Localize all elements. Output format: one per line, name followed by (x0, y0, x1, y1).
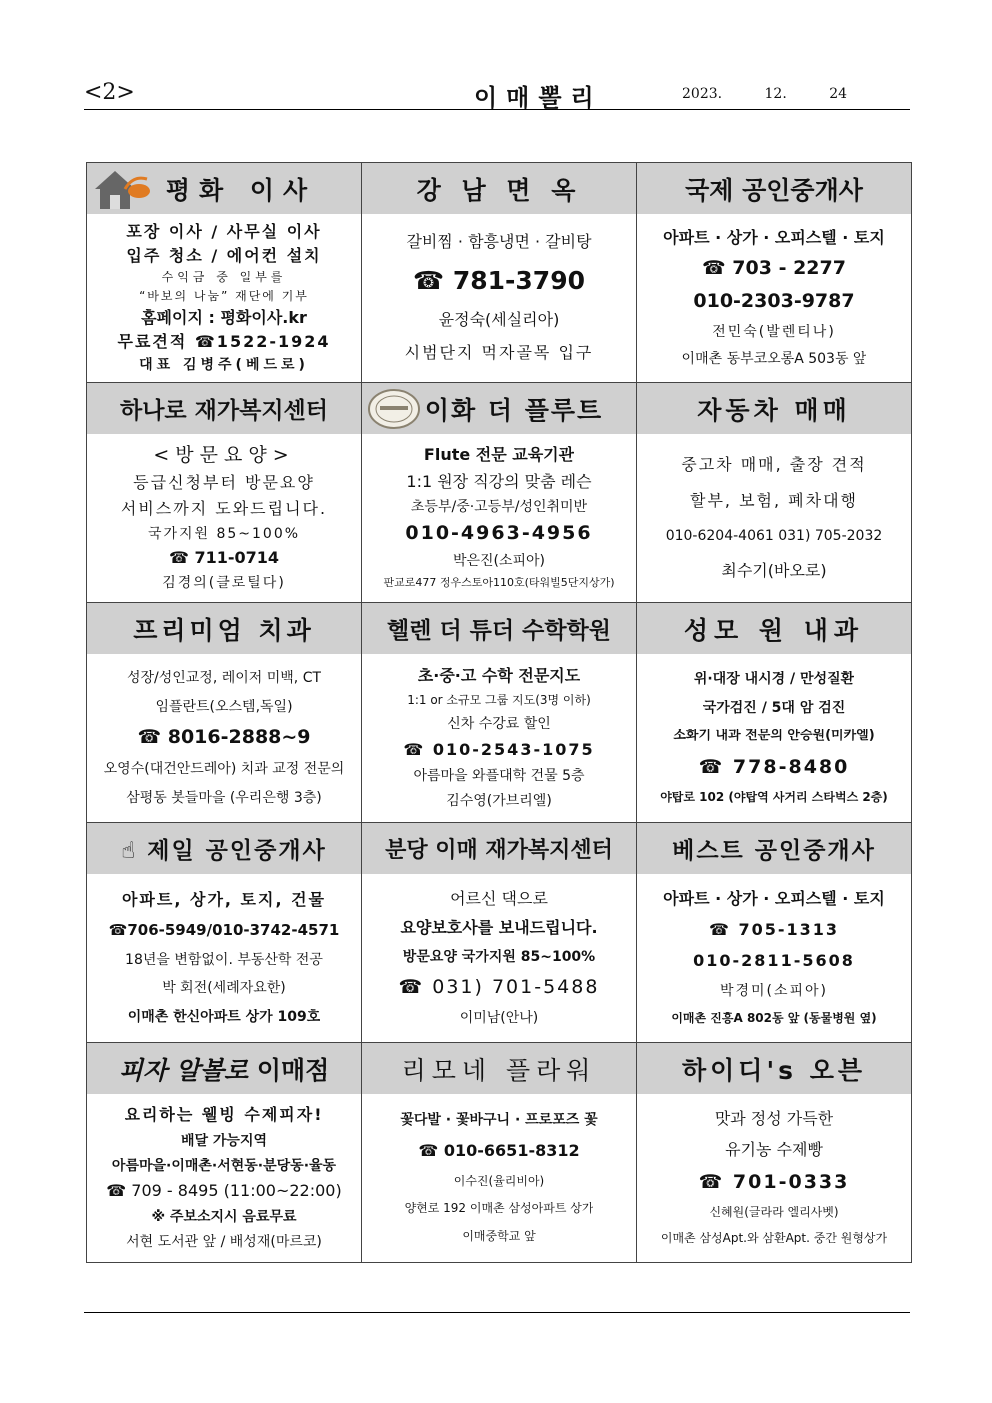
newsletter-title: 이매뽈리 (474, 84, 603, 112)
ad-name: 베스트 공인중개사 (637, 823, 911, 874)
ad-name: 이화 더 플루트 (424, 395, 604, 425)
ad-line: 맛과 정성 가득한 (714, 1110, 834, 1129)
ad-premium-dental (87, 603, 362, 823)
ad-phone: ☎706-5949/010-3742-4571 (108, 921, 340, 939)
flute-logo-icon (366, 387, 422, 431)
ad-peace-moving (87, 163, 362, 383)
ad-seongmo-clinic (637, 603, 912, 823)
ad-jeil-realty (87, 823, 362, 1043)
ad-phone: 무료견적 ☎1522-1924 (117, 332, 331, 351)
page-header (84, 80, 910, 112)
ad-line: 전민숙(발렌티나) (712, 323, 836, 340)
ad-line: 윤정숙(세실리아) (438, 310, 560, 329)
ad-phone: ☎ 010-2543-1075 (403, 741, 595, 760)
ad-line: 꽃다발 · 꽃바구니 · 프로포즈 꽃 (400, 1112, 598, 1129)
ad-phone: 010-2303-9787 (693, 291, 855, 313)
ad-name: 분당 이매 재가복지센터 (362, 823, 636, 874)
ad-line: 18년을 변함없이. 부동산학 전공 (125, 951, 323, 968)
ad-line: 신차 수강료 할인 (447, 716, 551, 733)
ad-name: 국제 공인중개사 (637, 163, 911, 214)
ad-phone: 010-2811-5608 (693, 952, 855, 971)
ad-line: 아파트 · 상가 · 오피스텔 · 토지 (663, 228, 885, 247)
ad-line: 아파트, 상가, 토지, 건물 (121, 890, 327, 909)
ad-line: 오영수(대건안드레아) 치과 교정 전문의 (103, 761, 345, 778)
ad-line: 임플란트(오스템,독일) (155, 698, 293, 715)
ad-line: 이매촌 진흥A 802동 앞 (동물병원 옆) (671, 1011, 877, 1025)
ad-gukje-realty (637, 163, 912, 383)
house-logo-icon (91, 167, 153, 211)
ad-line: 판교로477 정우스토아110호(타워빌5단지상가) (383, 577, 615, 590)
ad-helen-math (362, 603, 637, 823)
ad-limone-flower (362, 1043, 637, 1263)
ad-phone: 010-6204-4061 031) 705-2032 (665, 527, 883, 544)
ad-gangnam-myeonok (362, 163, 637, 383)
ad-line: “바보의 나눔” 재단에 기부 (139, 289, 309, 303)
ad-line: 소화기 내과 전문의 안승원(미카엘) (673, 728, 875, 743)
ad-line: 박은진(소피아) (452, 553, 546, 570)
ad-line: 국가지원 85~100% (147, 525, 301, 542)
ad-phone: ☎ 031) 701-5488 (398, 977, 600, 998)
ad-phone: ☎ 709 - 8495 (11:00~22:00) (106, 1182, 342, 1201)
ad-name: 평화 이사 (165, 175, 317, 205)
ad-phone: ☎ 703 - 2277 (702, 258, 846, 280)
ad-line: 서비스까지 도와드립니다. (120, 499, 328, 518)
footer-rule (84, 1312, 910, 1313)
page-number: <2> (84, 80, 135, 105)
ad-ewha-flute (362, 383, 637, 603)
ad-line: 등급신청부터 방문요양 (133, 474, 315, 493)
ad-line: 김수영(가브리엘) (446, 793, 552, 810)
ad-line: 요리하는 웰빙 수제피자! (124, 1106, 324, 1125)
ad-bundang-care (362, 823, 637, 1043)
ad-line: 국가검진 / 5대 암 검진 (702, 699, 846, 716)
ad-line: 할부, 보험, 폐차대행 (690, 491, 858, 510)
ad-line: 이매촌 한신아파트 상가 109호 (127, 1009, 321, 1026)
ad-name: 성모 원 내과 (637, 603, 911, 654)
ad-car-sales (637, 383, 912, 603)
ad-name: 하이디's 오븐 (637, 1043, 911, 1094)
ad-line: 유기농 수제빵 (725, 1140, 823, 1159)
ad-best-realty (637, 823, 912, 1043)
ad-phone: ☎ 701-0333 (698, 1171, 850, 1193)
ad-name: 리모네 플라워 (362, 1043, 636, 1094)
ad-name-suffix: 이매점 (248, 1055, 330, 1085)
ad-line: 포장 이사 / 사무실 이사 (126, 223, 322, 242)
ad-grid (86, 162, 912, 1263)
ad-line: 갈비찜 · 함흥냉면 · 갈비탕 (406, 233, 592, 252)
ad-line: 초등부/중·고등부/성인취미반 (410, 499, 588, 516)
ad-line: 박경미(소피아) (719, 983, 829, 1000)
ad-line: 아름마을 와플대학 건물 5층 (413, 768, 585, 785)
ad-name: ☝ 제일 공인중개사 (87, 823, 361, 874)
ad-line: 이미남(안나) (459, 1010, 539, 1027)
ad-line: 아름마을·이매촌·서현동·분당동·율동 (111, 1157, 337, 1174)
ad-line: 야탑로 102 (야탑역 사거리 스타벅스 2층) (660, 791, 888, 805)
ad-line: 위·대장 내시경 / 만성질환 (693, 670, 855, 687)
ad-phone: 010-4963-4956 (405, 523, 593, 545)
ad-name: 피자 알볼로 (118, 1055, 249, 1085)
ad-line: 방문요양 국가지원 85~100% (402, 949, 596, 966)
ad-line: 요양보호사를 보내드립니다. (400, 919, 598, 938)
ad-line: 중고차 매매, 출장 견적 (681, 455, 867, 474)
ad-line: 박 회전(세례자요한) (162, 980, 286, 997)
ad-line: 아파트 · 상가 · 오피스텔 · 토지 (663, 890, 885, 909)
ad-line: ※ 주보소지시 음료무료 (151, 1209, 297, 1225)
ad-phone: ☎ 705-1313 (708, 921, 840, 940)
ad-line: 최수기(바오로) (721, 561, 827, 580)
ad-name: 헬렌 더 튜더 수학학원 (362, 603, 636, 654)
ad-line: 1:1 or 소규모 그룹 지도(3명 이하) (407, 693, 591, 707)
ad-phone: ☎ 711-0714 (168, 548, 280, 567)
ad-line: 초·중·고 수학 전문지도 (417, 666, 581, 685)
ad-name: 프리미엄 치과 (87, 603, 361, 654)
ad-line: 삼평동 봇들마을 (우리은행 3층) (126, 789, 322, 806)
ad-line: 김경의(클로틸다) (162, 574, 286, 591)
ad-heidi-oven (637, 1043, 912, 1263)
ad-phone: ☎ 8016-2888~9 (137, 727, 311, 749)
ad-line: 이매촌 삼성Apt.와 삼환Apt. 중간 원형상가 (660, 1231, 888, 1245)
ad-line: 성장/성인교정, 레이저 미백, CT (126, 670, 322, 687)
ad-line: 서현 도서관 앞 / 배성재(마르코) (126, 1233, 322, 1250)
ad-line: 홈페이지 : 평화이사.kr (141, 309, 307, 328)
ad-line: 수익금 중 일부를 (161, 270, 287, 284)
ad-name: 강 남 면 옥 (362, 163, 636, 214)
ad-phone: ☎ 010-6651-8312 (418, 1142, 580, 1161)
ad-line: 1:1 원장 직강의 맞춤 레슨 (406, 472, 592, 491)
ad-pizza-alvolo (87, 1043, 362, 1263)
ad-line: 이수진(율리비아) (453, 1174, 545, 1188)
ad-line: <방문요양> (153, 445, 295, 467)
ad-line: 이매중학교 앞 (462, 1230, 536, 1244)
ad-line: 입주 청소 / 에어컨 설치 (126, 247, 322, 266)
ad-line: 양현로 192 이매촌 삼성아파트 상가 (404, 1202, 594, 1216)
ad-line: 이매촌 동부코오롱A 503동 앞 (681, 350, 867, 367)
ad-line: 배달 가능지역 (180, 1133, 268, 1150)
ad-line: Flute 전문 교육기관 (423, 446, 575, 465)
ad-line: 시범단지 먹자골목 입구 (404, 344, 594, 363)
ad-phone: ☎ 781-3790 (413, 266, 585, 295)
header-rule (84, 109, 910, 110)
ad-name: 하나로 재가복지센터 (87, 383, 361, 434)
ad-name: 자동차 매매 (637, 383, 911, 434)
ad-hanaro-care (87, 383, 362, 603)
ad-line: 어르신 댁으로 (450, 889, 548, 908)
issue-date: 2023. 12. 24 (682, 86, 848, 102)
ad-line: 대표 김병주(베드로) (139, 356, 309, 373)
ad-phone: ☎ 778-8480 (698, 756, 850, 778)
ad-line: 신혜원(글라라 엘리사벳) (709, 1205, 839, 1219)
